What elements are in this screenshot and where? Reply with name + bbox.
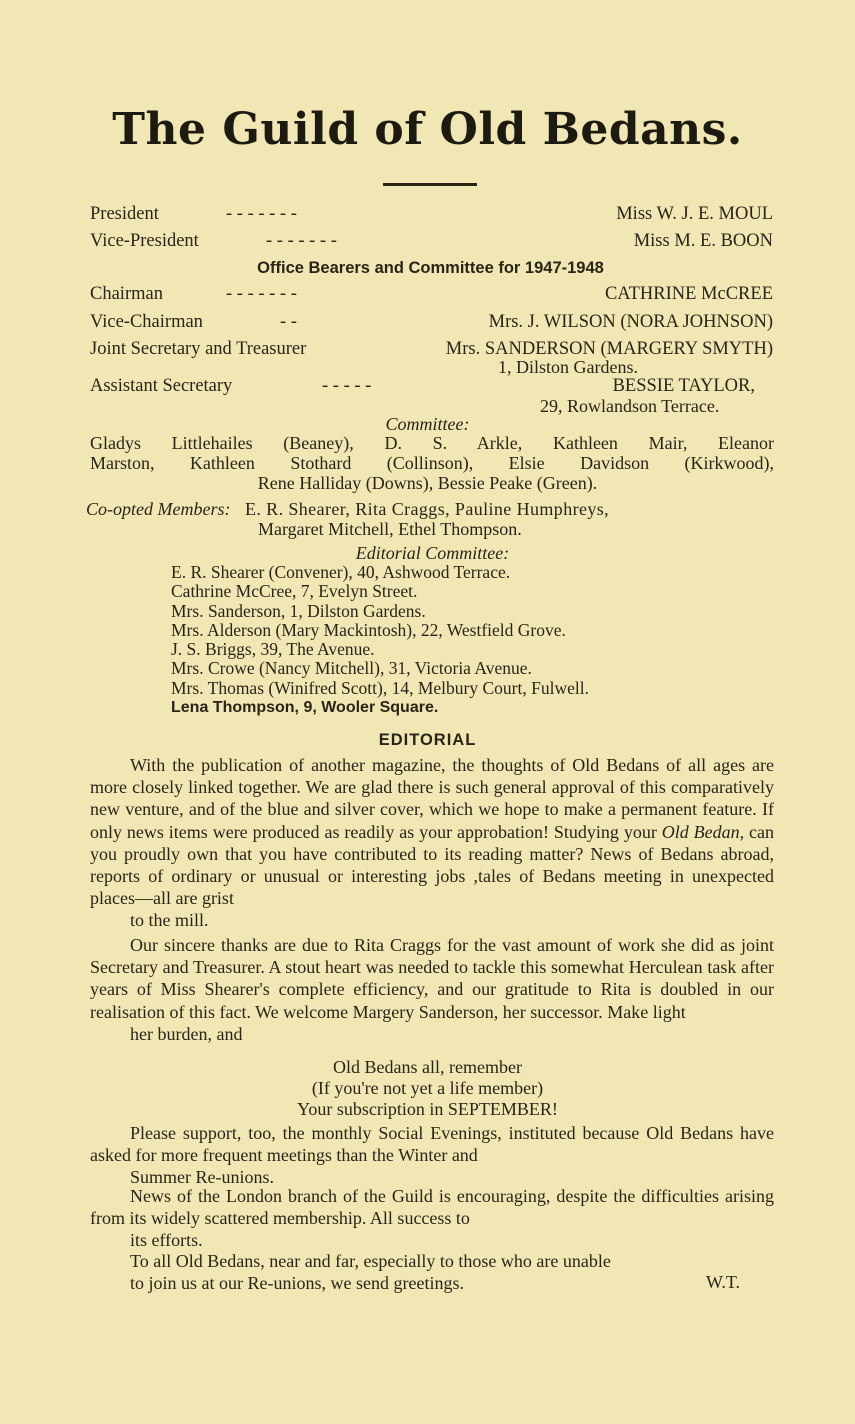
assistant-secretary-address: 29, Rowlandson Terrace.	[540, 396, 720, 416]
vice-chairman-name: Mrs. J. WILSON (NORA JOHNSON)	[488, 312, 773, 332]
signature: W.T.	[706, 1272, 740, 1292]
assistant-secretary-dashes: - - - - -	[322, 376, 372, 396]
joint-secretary-name: Mrs. SANDERSON (MARGERY SMYTH)	[445, 339, 773, 359]
president-label: President	[90, 204, 159, 224]
vice-president-label: Vice-President	[90, 231, 199, 251]
paragraph-text: Our sincere thanks are due to Rita Craggs for the vast amount of work she did as joint Secretary and Treasurer. A stout heart was needed to tackle this somewhat Herculean task after years of Miss Shearer's complete efficiency, and our gratitude to Rita is doubled in our realisation of this fact. We welcome Margery Sanderson, her successor. Make light	[90, 935, 774, 1022]
committee-line-1: Gladys Littlehailes (Beaney), D. S. Arkle, Kathleen Mair, Eleanor	[90, 433, 774, 453]
editorial-member: Mrs. Thomas (Winifred Scott), 14, Melbury Court, Fulwell.	[171, 677, 589, 698]
coopted-line-1	[86, 498, 774, 520]
title-rule	[383, 183, 477, 186]
editorial-member: Mrs. Crowe (Nancy Mitchell), 31, Victoria Avenue.	[171, 658, 532, 679]
editorial-committee-heading: Editorial Committee:	[355, 543, 510, 563]
page-title: The Guild of Old Bedans.	[112, 104, 743, 155]
assistant-secretary-label: Assistant Secretary	[90, 376, 233, 396]
vice-chairman-dashes: - -	[280, 312, 297, 332]
editorial-paragraph-3	[90, 1122, 774, 1189]
president-row	[90, 204, 773, 228]
verse-line: (If you're not yet a life member)	[311, 1078, 544, 1098]
vice-chairman-label: Vice-Chairman	[90, 312, 203, 332]
paragraph-last-line: its efforts.	[130, 1230, 203, 1251]
vice-president-dashes: - - - - - - -	[266, 231, 337, 251]
editorial-paragraph-5	[90, 1250, 774, 1294]
joint-secretary-row	[90, 339, 773, 363]
editorial-paragraph-2	[90, 934, 774, 1045]
editorial-paragraph-4	[90, 1185, 774, 1252]
committee-heading: Committee:	[385, 414, 470, 434]
paragraph-text: can you proudly own that you have contributed to its reading matter? News of Bedans abroad, reports of ordinary or unusual or interesting jobs ,tales of Bedans meeting in unexpected places—all are grist	[90, 821, 774, 909]
joint-secretary-address: 1, Dilston Gardens.	[498, 357, 638, 377]
vice-chairman-row	[90, 312, 773, 336]
coopted-label: Co-opted Members:	[86, 499, 231, 519]
paragraph-text: To all Old Bedans, near and far, especially to those who are unable	[130, 1251, 611, 1271]
office-bearers-heading: Office Bearers and Committee for 1947-1948	[257, 259, 604, 277]
paragraph-text: News of the London branch of the Guild is encouraging, despite the difficulties arising from its widely scattered membership. All success to	[90, 1186, 774, 1229]
paragraph-last-line: to join us at our Re-unions, we send greetings.	[130, 1273, 464, 1294]
paragraph-last-line: her burden, and	[130, 1023, 243, 1044]
president-name: Miss W. J. E. MOUL	[616, 204, 773, 224]
editorial-heading: EDITORIAL	[378, 731, 477, 749]
chairman-label: Chairman	[90, 284, 163, 304]
editorial-committee-list	[171, 563, 589, 717]
vice-president-name: Miss M. E. BOON	[633, 231, 773, 251]
paragraph-text: With the publication of another magazine, the thoughts of Old Bedans of all ages are more closely linked together. We are glad there is such general approval of this comparatively new venture, and of the blue and silver cover, which we hope to make a permanent feature. If only news items were produced as readily as your approbation! Studying your	[90, 755, 774, 842]
editorial-member: Lena Thompson, 9, Wooler Square.	[171, 699, 439, 717]
chairman-name: CATHRINE McCREE	[604, 284, 773, 304]
editorial-member: E. R. Shearer (Convener), 40, Ashwood Terrace.	[171, 562, 511, 582]
verse-line: Old Bedans all, remember	[333, 1057, 522, 1077]
paragraph-last-line: to the mill.	[130, 910, 209, 931]
coopted-line-2: Margaret Mitchell, Ethel Thompson.	[258, 519, 522, 539]
editorial-paragraph-1	[90, 754, 774, 932]
paragraph-text: Please support, too, the monthly Social Evenings, instituted because Old Bedans have asked for more frequent meetings than the Winter and	[90, 1123, 774, 1166]
verse	[0, 1057, 855, 1120]
vice-president-row	[90, 231, 773, 255]
chairman-row	[90, 284, 773, 308]
president-dashes: - - - - - - -	[226, 204, 297, 224]
paragraph-last-line: Summer Re-unions.	[130, 1167, 274, 1188]
editorial-member: Cathrine McCree, 7, Evelyn Street.	[171, 581, 418, 602]
verse-line: Your subscription in SEPTEMBER!	[297, 1099, 558, 1119]
committee-line-2: Marston, Kathleen Stothard (Collinson), Elsie Davidson (Kirkwood),	[90, 453, 774, 473]
assistant-secretary-name: BESSIE TAYLOR,	[612, 376, 755, 396]
editorial-member: Mrs. Alderson (Mary Mackintosh), 22, Westfield Grove.	[171, 619, 566, 640]
editorial-member: J. S. Briggs, 39, The Avenue.	[171, 639, 375, 660]
editorial-member: Mrs. Sanderson, 1, Dilston Gardens.	[171, 600, 426, 621]
committee-line-3: Rene Halliday (Downs), Bessie Peake (Green).	[257, 473, 598, 493]
joint-secretary-label: Joint Secretary and Treasurer	[90, 339, 307, 359]
chairman-dashes: - - - - - - -	[226, 284, 297, 304]
coopted-members: E. R. Shearer, Rita Craggs, Pauline Humphreys,	[244, 499, 610, 519]
magazine-title: Old Bedan,	[661, 821, 745, 842]
